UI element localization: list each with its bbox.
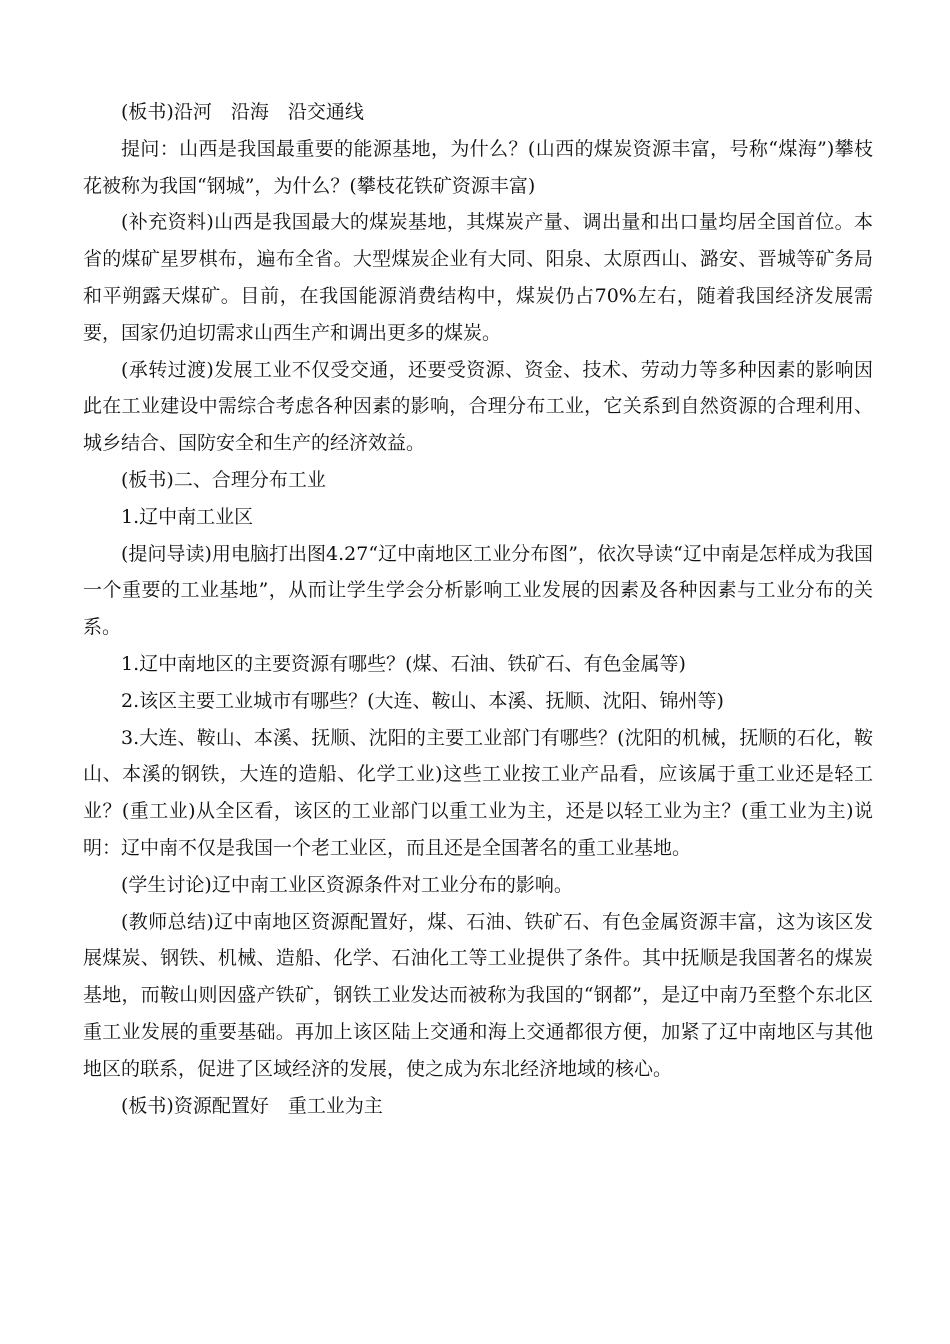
student-discussion: (学生讨论)辽中南工业区资源条件对工业分布的影响。	[121, 873, 573, 896]
blackboard-note-section-two: (板书)二、合理分布工业	[121, 468, 326, 491]
teacher-summary: (教师总结)辽中南地区资源配置好，煤、石油、铁矿石、有色金属资源丰富，这为该区发展煤炭、钢铁、机械、造船、化学、石油化工等工业提供了条件。其中抚顺是我国著名的煤炭基地，而鞍山则因盛产铁矿，钢铁工业发达而被称为我国的“钢都”，是辽中南乃至整个东北区重工业发展的重要基础。再加上该区陆上交通和海上交通都很方便，加紧了辽中南地区与其他地区的联系，促进了区域经济的发展，使之成为东北经济地域的核心。	[83, 910, 873, 1080]
question-shanxi-panzhihua: 提问：山西是我国最重要的能源基地，为什么？(山西的煤炭资源丰富，号称“煤海”)攀枝花被称为我国“钢城”，为什么？(攀枝花铁矿资源丰富)	[83, 137, 873, 197]
transition-paragraph: (承转过渡)发展工业不仅受交通，还要受资源、资金、技术、劳动力等多种因素的影响因此在工业建设中需综合考虑各种因素的影响，合理分布工业，它关系到自然资源的合理利用、城乡结合、国防安全和生产的经济效益。	[83, 358, 873, 455]
guided-reading-paragraph: (提问导读)用电脑打出图4.27“辽中南地区工业分布图”，依次导读“辽中南是怎样成为我国一个重要的工业基地”，从而让学生学会分析影响工业发展的因素及各种因素与工业分布的关系。	[83, 542, 873, 639]
document-body	[83, 94, 873, 1124]
question-3-industries: 3.大连、鞍山、本溪、抚顺、沈阳的主要工业部门有哪些？(沈阳的机械，抚顺的石化，鞍山、本溪的钢铁，大连的造船、化学工业)这些工业按工业产品看，应该属于重工业还是轻工业？(重工业)从全区看，该区的工业部门以重工业为主，还是以轻工业为主？(重工业为主)说明：辽中南不仅是我国一个老工业区，而且还是全国著名的重工业基地。	[83, 726, 873, 859]
blackboard-note-routes: (板书)沿河 沿海 沿交通线	[121, 101, 364, 123]
question-1-resources: 1.辽中南地区的主要资源有哪些？(煤、石油、铁矿石、有色金属等)	[121, 652, 686, 675]
blackboard-note-conclusion: (板书)资源配置好 重工业为主	[121, 1094, 383, 1117]
section-heading-liaozhongnan: 1.辽中南工业区	[121, 505, 254, 528]
supplementary-material-shanxi: (补充资料)山西是我国最大的煤炭基地，其煤炭产量、调出量和出口量均居全国首位。本省的煤矿星罗棋布，遍布全省。大型煤炭企业有大同、阳泉、太原西山、潞安、晋城等矿务局和平朔露天煤矿。目前，在我国能源消费结构中，煤炭仍占70%左右，随着我国经济发展需要，国家仍迫切需求山西生产和调出更多的煤炭。	[83, 211, 873, 344]
question-2-cities: 2.该区主要工业城市有哪些？(大连、鞍山、本溪、抚顺、沈阳、锦州等)	[121, 689, 724, 712]
